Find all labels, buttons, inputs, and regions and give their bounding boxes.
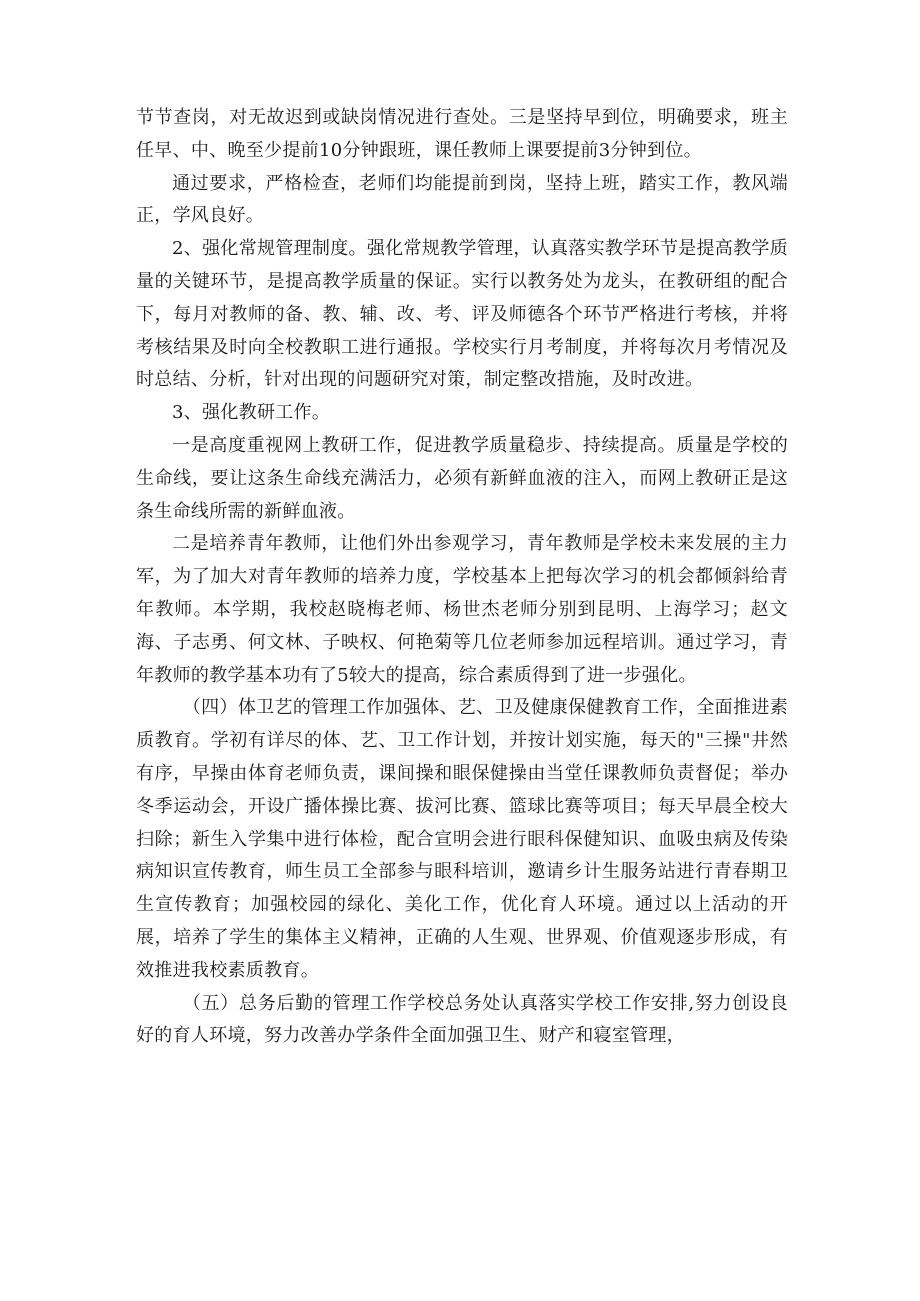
paragraph-routine-management: 2、强化常规管理制度。强化常规教学管理，认真落实教学环节是提高教学质量的关键环节，是提高教学质量的保证。实行以教务处为龙头，在教研组的配合下，每月对教师的备、教、辅、改、考、评及师德各个环节严格进行考核，并将考核结果及时向全校教职工进行通报。学校实行月考制度，并将每次月考情况及时总结、分析，针对出现的问题研究对策，制定整改措施，及时改进。 xyxy=(136,238,788,391)
document-page xyxy=(136,102,788,1053)
paragraph-continuation: 节节查岗，对无故迟到或缺岗情况进行查处。三是坚持早到位，明确要求，班主任早、中、晚至少提前10分钟跟班，课任教师上课要提前3分钟到位。 xyxy=(136,107,788,161)
paragraph-young-teachers: 二是培养青年教师，让他们外出参观学习，青年教师是学校未来发展的主力军，为了加大对青年教师的培养力度，学校基本上把每次学习的机会都倾斜给青年教师。本学期，我校赵晓梅老师、杨世杰老师分别到昆明、上海学习；赵文海、子志勇、何文林、子映权、何艳菊等几位老师参加远程培训。通过学习，青年教师的教学基本功有了5较大的提高，综合素质得到了进一步强化。 xyxy=(136,533,788,686)
paragraph-section-four: （四）体卫艺的管理工作加强体、艺、卫及健康保健教育工作，全面推进素质教育。学初有详尽的体、艺、卫工作计划，并按计划实施，每天的"三操"井然有序，早操由体育老师负责，课间操和眼保健操由当堂任课教师负责督促；举办冬季运动会，开设广播体操比赛、拔河比赛、篮球比赛等项目；每天早晨全校大扫除；新生入学集中进行体检，配合宣明会进行眼科保健知识、血吸虫病及传染病知识宣传教育，师生员工全部参与眼科培训，邀请乡计生服务站进行青春期卫生宣传教育；加强校园的绿化、美化工作，优化育人环境。通过以上活动的开展，培养了学生的集体主义精神，正确的人生观、世界观、价值观逐步形成，有效推进我校素质教育。 xyxy=(136,697,788,981)
paragraph-section-five: （五）总务后勤的管理工作学校总务处认真落实学校工作安排,努力创设良好的育人环境，努力改善办学条件全面加强卫生、财产和寝室管理， xyxy=(136,992,788,1047)
paragraph-attendance-result: 通过要求，严格检查，老师们均能提前到岗，坚持上班，踏实工作，教风端正，学风良好。 xyxy=(136,172,788,227)
paragraph-online-research: 一是高度重视网上教研工作，促进教学质量稳步、持续提高。质量是学校的生命线，要让这条生命线充满活力，必须有新鲜血液的注入，而网上教研正是这条生命线所需的新鲜血液。 xyxy=(136,434,788,522)
paragraph-research-heading: 3、强化教研工作。 xyxy=(172,402,331,424)
